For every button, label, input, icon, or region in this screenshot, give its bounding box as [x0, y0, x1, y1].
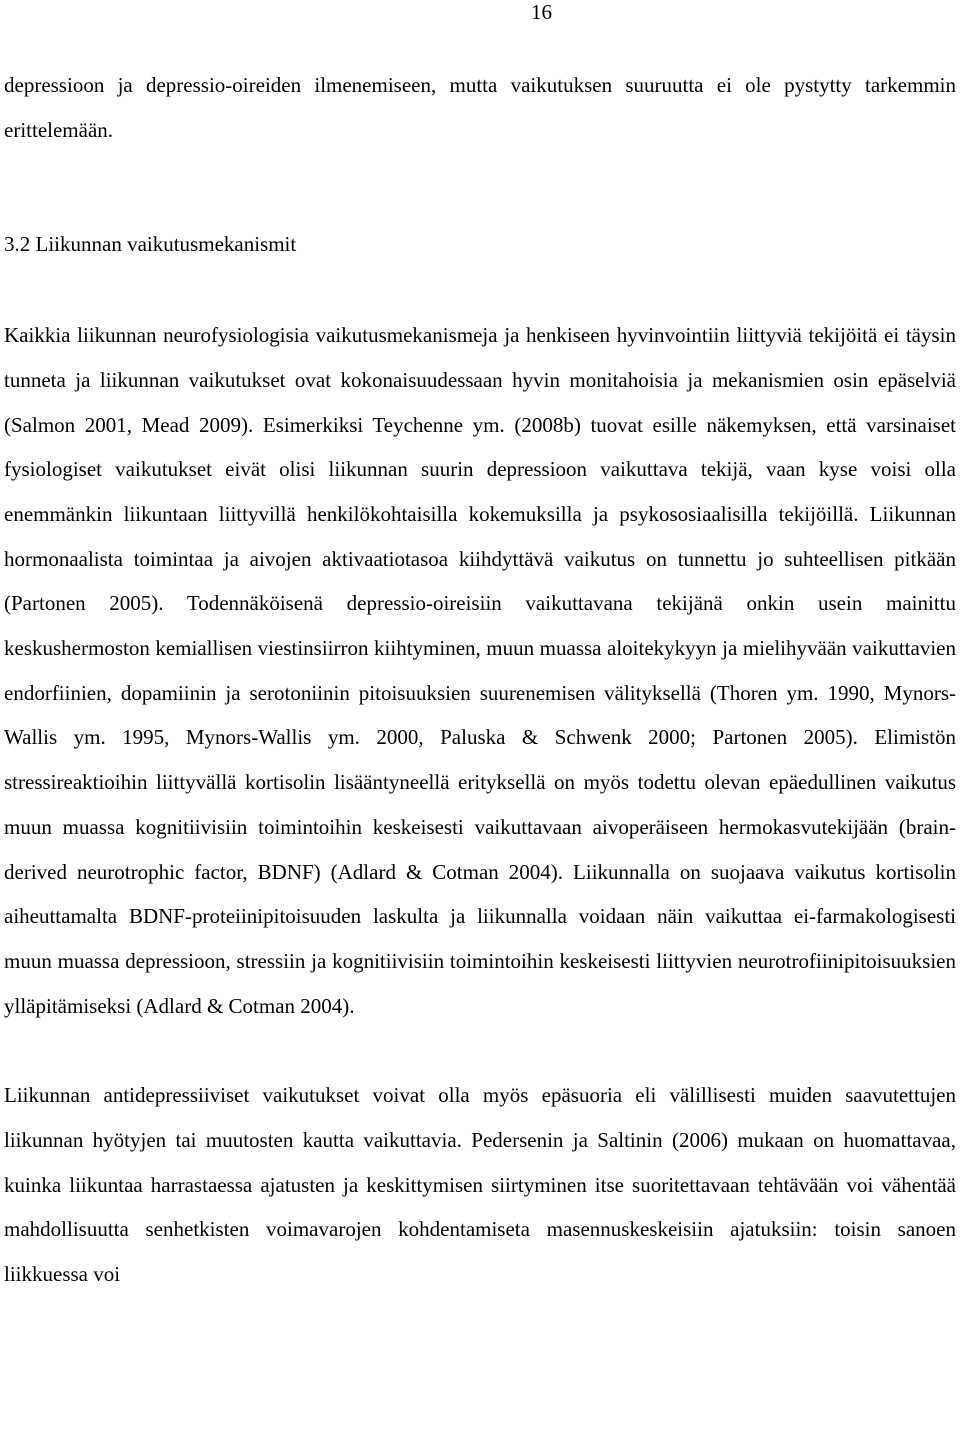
body-paragraph-2: Liikunnan antidepressiiviset vaikutukset voivat olla myös epäsuoria eli välillisesti muiden saavutettujen liikunnan hyötyjen tai muutosten kautta vaikuttavia. Pedersenin ja Saltinin (2006) mukaan on huomattavaa, kuinka liikuntaa harrastaessa ajatusten ja keskittymisen siirtyminen itse suoritettavaan tehtävään voi vähentää mahdollisuutta senhetkisten voimavarojen kohdentamiseta masennuskeskeisiin ajatuksiin: toisin sanoen liikkuessa voi [4, 1083, 956, 1287]
section-heading: 3.2 Liikunnan vaikutusmekanismit [4, 232, 297, 257]
intro-paragraph: depressioon ja depressio-oireiden ilmenemiseen, mutta vaikutuksen suuruutta ei ole pystytty tarkemmin erittelemään. [4, 73, 956, 142]
spacer [4, 152, 956, 222]
spacer [4, 1028, 956, 1073]
body-paragraph-1: Kaikkia liikunnan neurofysiologisia vaikutusmekanismeja ja henkiseen hyvinvointiin liittyviä tekijöitä ei täysin tunneta ja liikunnan vaikutukset ovat kokonaisuudessaan hyvin monitahoisia ja mekanismien osin epäselviä (Salmon 2001, Mead 2009). Esimerkiksi Teychenne ym. (2008b) tuovat esille näkemyksen, että varsinaiset fysiologiset vaikutukset eivät olisi liikunnan suurin depressioon vaikuttava tekijä, vaan kyse voisi olla enemmänkin liikuntaan liittyvillä henkilökohtaisilla kokemuksilla ja psykososiaalisilla tekijöillä. Liikunnan hormonaalista toimintaa ja aivojen aktivaatiotasoa kiihdyttävä vaikutus on tunnettu jo suhteellisen pitkään (Partonen 2005). Todennäköisenä depressio-oireisiin vaikuttavana tekijänä onkin usein mainittu keskushermoston kemiallisen viestinsiirron kiihtyminen, muun muassa aloitekykyyn ja mielihyvään vaikuttavien endorfiinien, dopamiinin ja serotoniinin pitoisuuksien suurenemisen välityksellä (Thoren ym. 1990, Mynors-Wallis ym. 1995, Mynors-Wallis ym. 2000, Paluska & Schwenk 2000; Partonen 2005). Elimistön stressireaktioihin liittyvällä kortisolin lisääntyneellä erityksellä on myös todettu olevan epäedullinen vaikutus muun muassa kognitiivisiin toimintoihin keskeisesti vaikuttavaan aivoperäiseen hermokasvutekijään (brain-derived neurotrophic factor, BDNF) (Adlard & Cotman 2004). Liikunnalla on suojaava vaikutus kortisolin aiheuttamalta BDNF-proteiinipitoisuuden laskulta ja liikunnalla voidaan näin vaikuttaa ei-farmakologisesti muun muassa depressioon, stressiin ja kognitiivisiin toimintoihin keskeisesti liittyvien neurotrofiinipitoisuuksien ylläpitämiseksi (Adlard & Cotman 2004). [4, 323, 956, 1018]
page-content [4, 63, 956, 1297]
page-number: 16 [531, 0, 552, 24]
spacer [4, 267, 956, 313]
